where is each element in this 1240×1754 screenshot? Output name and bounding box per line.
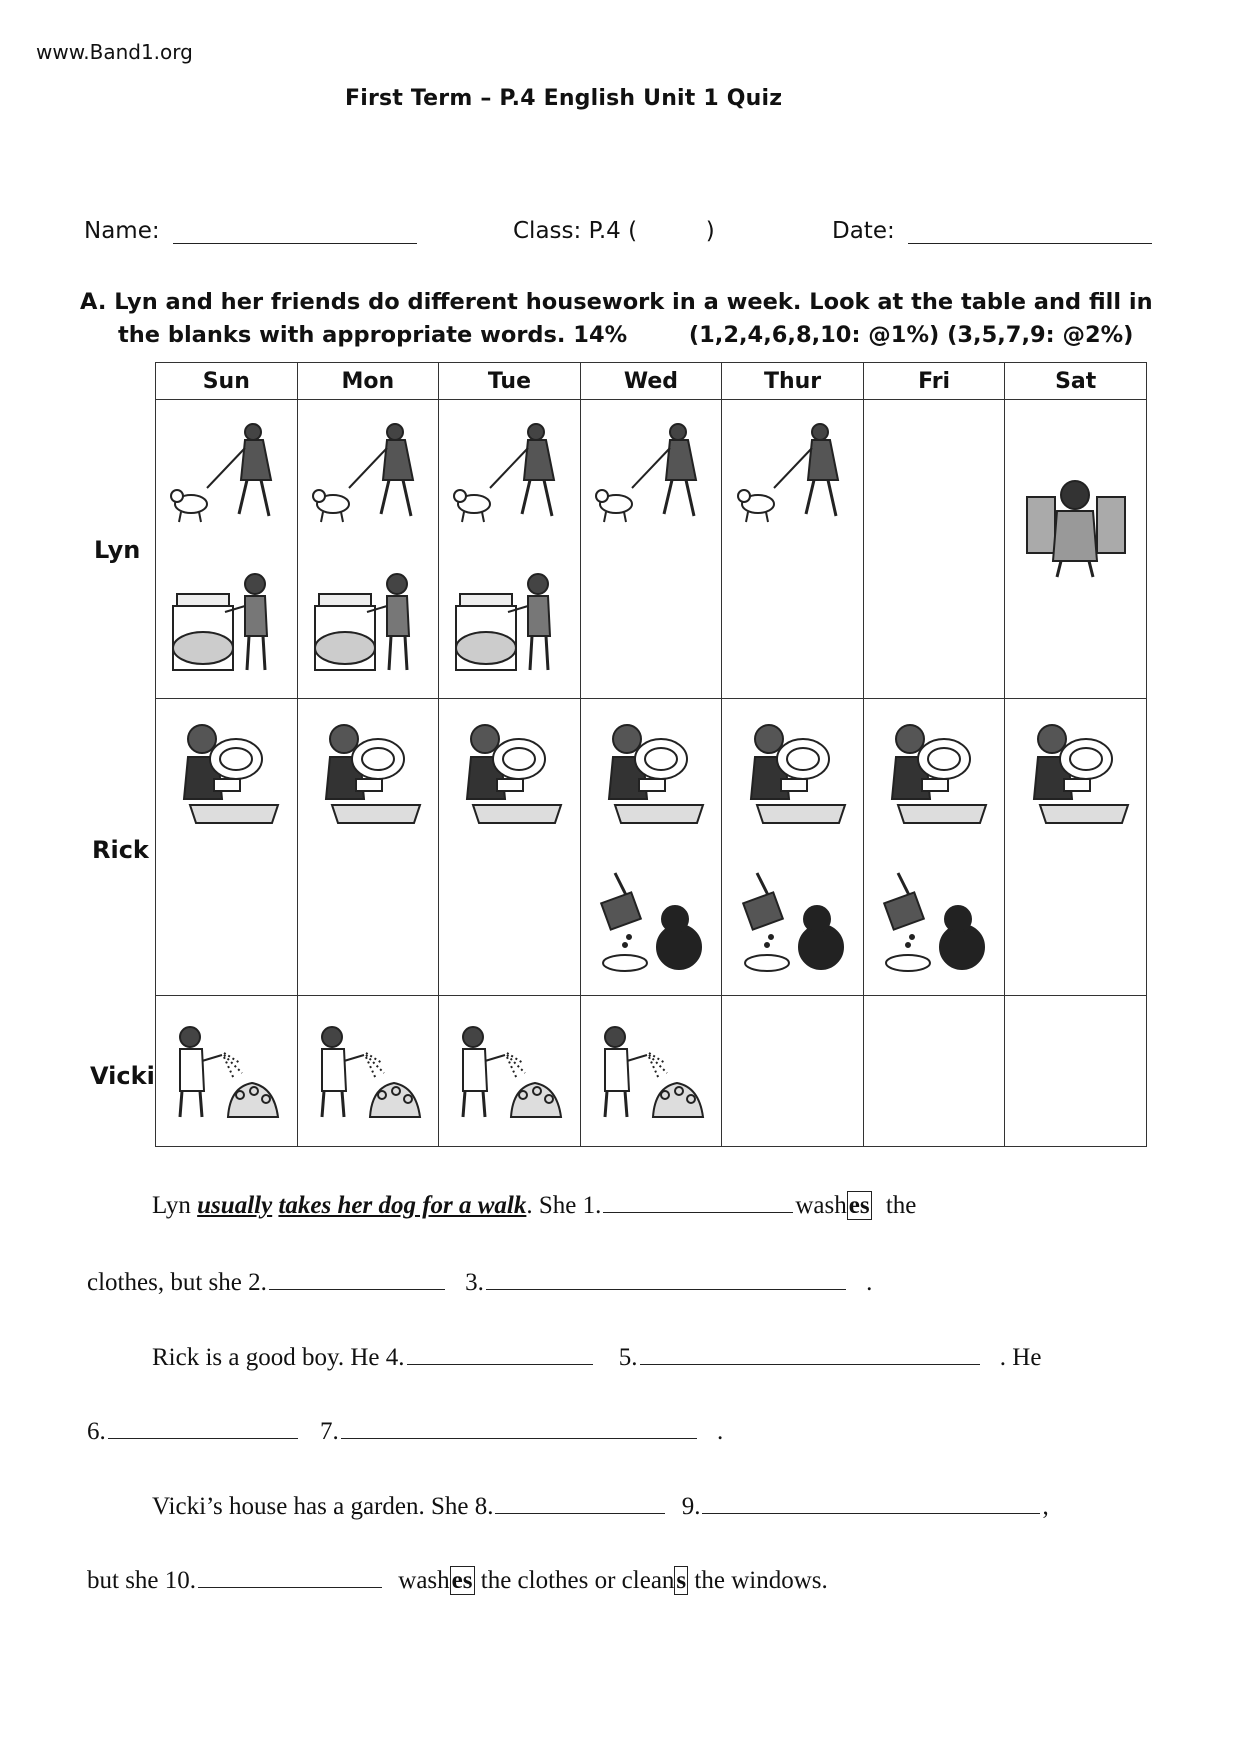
site-url: www.Band1.org (36, 40, 193, 64)
marks-breakdown: (1,2,4,6,8,10: @1%) (3,5,7,9: @2%) (688, 322, 1134, 348)
table-cell-vicki-mon (298, 996, 439, 1146)
day-header: Thur (722, 363, 864, 400)
wash-dishes-icon (312, 719, 424, 827)
water-flowers-icon (168, 1021, 284, 1121)
name-line[interactable] (173, 221, 417, 244)
blank-8[interactable] (495, 1489, 665, 1514)
instruction-line-2-text: the blanks with appropriate words. 14% (118, 322, 628, 348)
blank-5[interactable] (640, 1340, 980, 1365)
row-label-lyn: Lyn (94, 536, 141, 564)
table-cell-vicki-tue (439, 996, 580, 1146)
passage-text: clothes, but she 2. (87, 1269, 267, 1296)
class-close: ) (705, 218, 715, 244)
blank-1[interactable] (603, 1188, 793, 1213)
passage-text: 6. (87, 1418, 106, 1445)
day-header: Sat (1005, 363, 1147, 400)
water-flowers-icon (593, 1021, 709, 1121)
passage-text: 3. (465, 1269, 484, 1296)
passage-text: wash (398, 1567, 450, 1594)
blank-10[interactable] (198, 1563, 382, 1588)
passage-text: 7. (320, 1418, 339, 1445)
date-field[interactable] (832, 218, 1152, 244)
table-cell-rick-mon (298, 699, 439, 995)
table-cell-rick-sat (1005, 699, 1146, 995)
day-header: Sun (156, 363, 298, 400)
class-label: Class: P.4 ( (513, 218, 638, 244)
passage-text: 9. (681, 1493, 701, 1520)
name-label: Name: (84, 218, 160, 244)
passage-text: the clothes or clean (480, 1567, 675, 1594)
passage-line-1 (152, 1188, 1142, 1220)
blank-2[interactable] (269, 1265, 445, 1290)
table-row-lyn (156, 400, 1147, 699)
table-cell-lyn-fri (864, 400, 1005, 698)
passage-text: , (1042, 1493, 1049, 1520)
passage-line-2 (87, 1265, 1147, 1297)
blank-9[interactable] (702, 1489, 1040, 1514)
wash-dishes-icon (453, 719, 565, 827)
day-header: Mon (297, 363, 439, 400)
table-cell-vicki-wed (581, 996, 722, 1146)
table-cell-lyn-wed (581, 400, 722, 698)
passage-line-6 (87, 1563, 1147, 1595)
suffix-box-s: s (676, 1567, 687, 1594)
table-cell-vicki-thur (722, 996, 863, 1146)
row-label-rick: Rick (92, 836, 149, 864)
table-cell-rick-fri (864, 699, 1005, 995)
walk-dog-icon (167, 418, 285, 530)
wash-clothes-icon (309, 566, 427, 678)
table-cell-lyn-mon (298, 400, 439, 698)
blank-3[interactable] (486, 1265, 846, 1290)
table-cell-rick-wed (581, 699, 722, 995)
table-cell-vicki-sat (1005, 996, 1146, 1146)
passage-line-3 (152, 1340, 1152, 1372)
blank-4[interactable] (407, 1340, 593, 1365)
table-cell-lyn-tue (439, 400, 580, 698)
walk-dog-icon (592, 418, 710, 530)
page-title: First Term – P.4 English Unit 1 Quiz (345, 86, 783, 111)
day-header-row (156, 363, 1147, 400)
blank-7[interactable] (341, 1414, 697, 1439)
feed-dog-icon (878, 867, 990, 975)
passage-text: . He (999, 1344, 1042, 1371)
class-field[interactable] (513, 218, 715, 244)
example-adverb: usually (197, 1192, 273, 1219)
table-cell-lyn-sat (1005, 400, 1146, 698)
section-a-instructions (80, 286, 1160, 352)
table-cell-vicki-sun (156, 996, 297, 1146)
example-phrase: takes her dog for a walk (278, 1192, 527, 1219)
passage-text: wash (795, 1192, 847, 1219)
passage-text: the (885, 1192, 917, 1219)
housework-table (155, 362, 1147, 1147)
table-cell-rick-sun (156, 699, 297, 995)
wash-dishes-icon (1020, 719, 1132, 827)
table-cell-rick-tue (439, 699, 580, 995)
day-header: Tue (439, 363, 581, 400)
day-header: Fri (863, 363, 1005, 400)
passage-line-4 (87, 1414, 1147, 1446)
table-cell-lyn-sun (156, 400, 297, 698)
wash-dishes-icon (170, 719, 282, 827)
wash-dishes-icon (595, 719, 707, 827)
date-label: Date: (832, 218, 895, 244)
blank-6[interactable] (108, 1414, 298, 1439)
wash-clothes-icon (167, 566, 285, 678)
wash-clothes-icon (450, 566, 568, 678)
table-cell-rick-thur (722, 699, 863, 995)
instruction-line-1: A. Lyn and her friends do different housework in a week. Look at the table and fill in (80, 289, 1153, 315)
walk-dog-icon (309, 418, 427, 530)
table-row-vicki (156, 996, 1147, 1147)
passage-text: Rick is a good boy. He 4. (152, 1344, 405, 1371)
passage-line-5 (152, 1489, 1152, 1521)
passage-text: Vicki’s house has a garden. She 8. (152, 1493, 494, 1520)
suffix-box-es: es (451, 1567, 473, 1594)
walk-dog-icon (450, 418, 568, 530)
name-field[interactable] (84, 218, 417, 244)
row-label-vicki: Vicki (90, 1062, 155, 1090)
passage-text: Lyn (152, 1192, 191, 1219)
passage-text: but she 10. (87, 1567, 197, 1594)
date-line[interactable] (908, 221, 1152, 244)
wash-dishes-icon (878, 719, 990, 827)
wash-dishes-icon (737, 719, 849, 827)
instruction-line-2 (80, 319, 1160, 352)
walk-dog-icon (734, 418, 852, 530)
table-cell-lyn-thur (722, 400, 863, 698)
feed-dog-icon (595, 867, 707, 975)
passage-text: . (866, 1269, 873, 1296)
suffix-box-es: es (848, 1192, 870, 1219)
feed-dog-icon (737, 867, 849, 975)
passage-text: 5. (618, 1344, 638, 1371)
passage-text: . (717, 1418, 724, 1445)
passage-text: the windows. (694, 1567, 828, 1594)
passage-text: . She 1. (526, 1192, 602, 1219)
water-flowers-icon (310, 1021, 426, 1121)
table-row-rick (156, 699, 1147, 996)
water-flowers-icon (451, 1021, 567, 1121)
day-header: Wed (580, 363, 722, 400)
clean-windows-icon (1023, 475, 1129, 581)
table-cell-vicki-fri (864, 996, 1005, 1146)
